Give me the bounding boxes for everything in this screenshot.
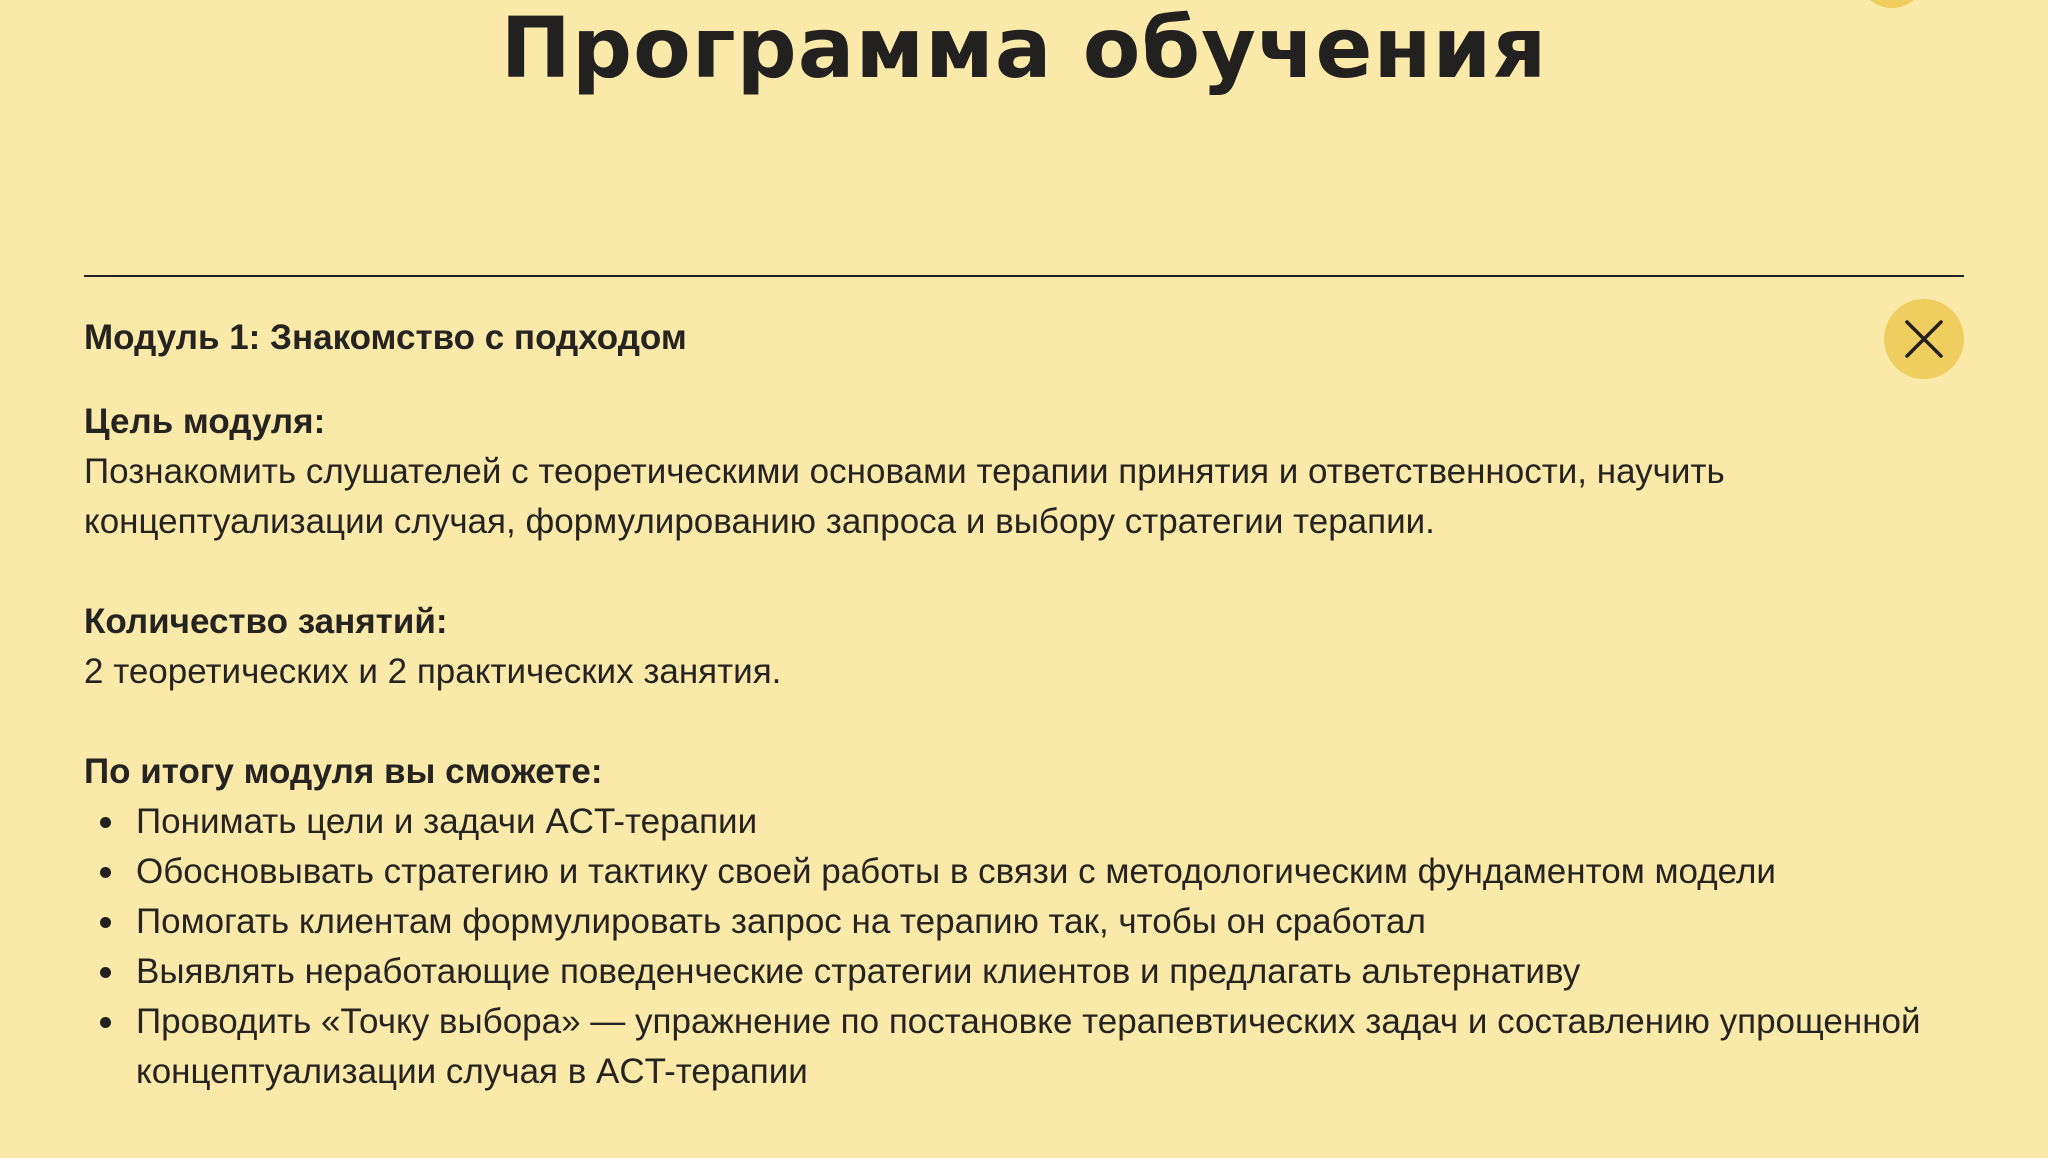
outcome-text: Проводить «Точку выбора» — упражнение по постановке терапевтических задач и составлению упрощенной концептуализации случая в ACT-терапии [136,1002,1921,1091]
outcome-text: Понимать цели и задачи ACT-терапии [136,802,758,841]
bullet-icon [100,867,111,878]
bullet-icon [100,967,111,978]
list-item [84,997,1964,1097]
module-content [84,397,1964,1097]
module-title[interactable]: Модуль 1: Знакомство с подходом [84,318,687,357]
sessions-text: 2 теоретических и 2 практических занятия. [84,652,782,691]
sessions-heading: Количество занятий: [84,602,448,641]
page-title: Программа обучения [500,0,1548,97]
outcomes-heading: По итогу модуля вы сможете: [84,752,603,791]
goal-heading: Цель модуля: [84,402,326,441]
bullet-icon [100,917,111,928]
list-item [84,897,1964,947]
bullet-icon [100,1017,111,1028]
module-divider [84,275,1964,277]
close-button[interactable] [1884,299,1964,379]
outcome-text: Выявлять неработающие поведенческие стратегии клиентов и предлагать альтернативу [136,952,1581,991]
list-item [84,947,1964,997]
list-item [84,847,1964,897]
outcome-text: Помогать клиентам формулировать запрос на терапию так, чтобы он сработал [136,902,1426,941]
list-item [84,797,1964,847]
close-icon [1884,299,1964,379]
outcomes-list [84,797,1964,1097]
goal-text: Познакомить слушателей с теоретическими основами терапии принятия и ответственности, научить концептуализации случая, формулированию запроса и выбору стратегии терапии. [84,452,1725,541]
bullet-icon [100,817,111,828]
outcome-text: Обосновывать стратегию и тактику своей работы в связи с методологическим фундаментом модели [136,852,1776,891]
